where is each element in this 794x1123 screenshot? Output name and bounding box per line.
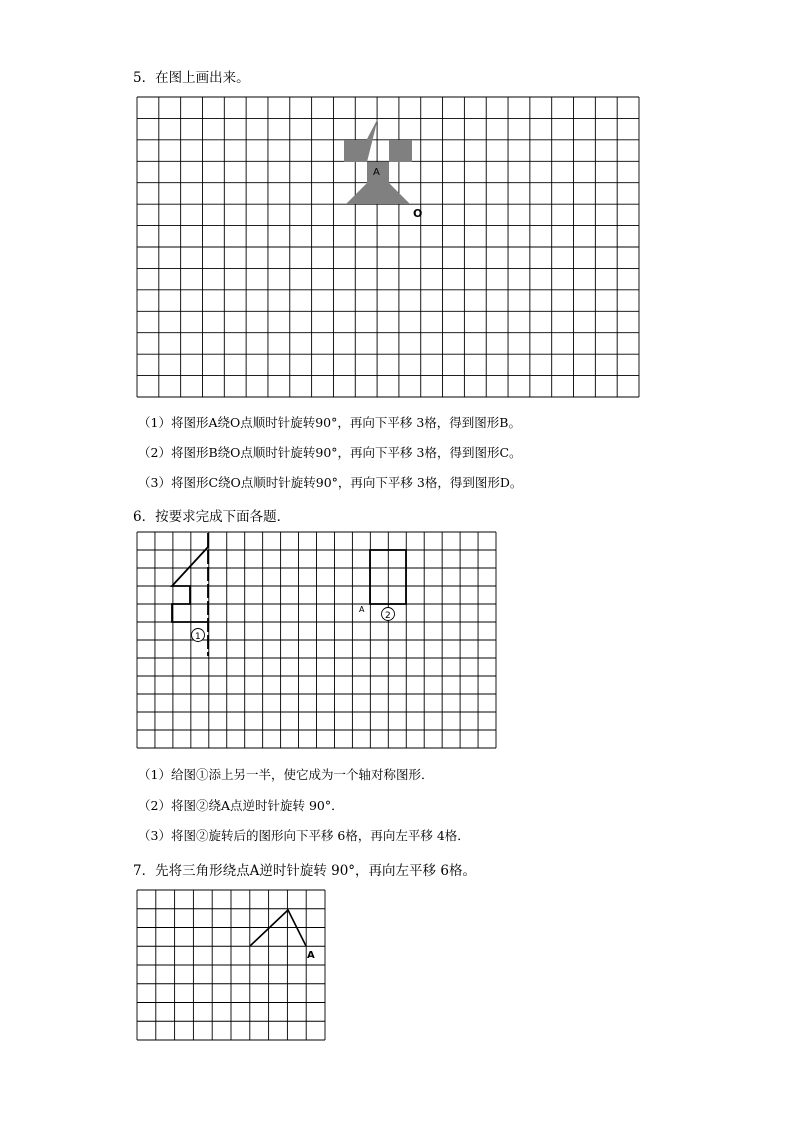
q6-label-1: 1: [195, 632, 201, 642]
q6-label-2: 2: [385, 611, 391, 621]
q7-triangle: [250, 910, 306, 946]
q6-title: 6．按要求完成下面各题．: [133, 509, 291, 525]
q6-item-2: （2）将图②绕A点逆时针旋转 90°．: [138, 798, 344, 813]
q5-item-2: （2）将图形B绕O点顺时针旋转90°，再向下平移 3格，得到图形C。: [138, 445, 522, 460]
q5-title: 5．在图上画出来。: [133, 70, 250, 86]
q7-label-a: A: [307, 950, 315, 961]
q5-item-3: （3）将图形C绕O点顺时针旋转90°，再向下平移 3格，得到图形D。: [138, 475, 523, 490]
q5-label-a: A: [373, 167, 380, 178]
q5-label-o: O: [413, 207, 423, 220]
q6-item-1: （1）给图①添上另一半，使它成为一个轴对称图形．: [138, 767, 434, 782]
q7-title: 7．先将三角形绕点A逆时针旋转 90°，再向左平移 6格。: [133, 863, 476, 879]
q5-item-1: （1）将图形A绕O点顺时针旋转90°，再向下平移 3格，得到图形B。: [138, 415, 521, 430]
q6-item-3: （3）将图②旋转后的图形向下平移 6格，再向左平移 4格．: [138, 828, 470, 843]
q6-label-a: A: [359, 605, 365, 614]
